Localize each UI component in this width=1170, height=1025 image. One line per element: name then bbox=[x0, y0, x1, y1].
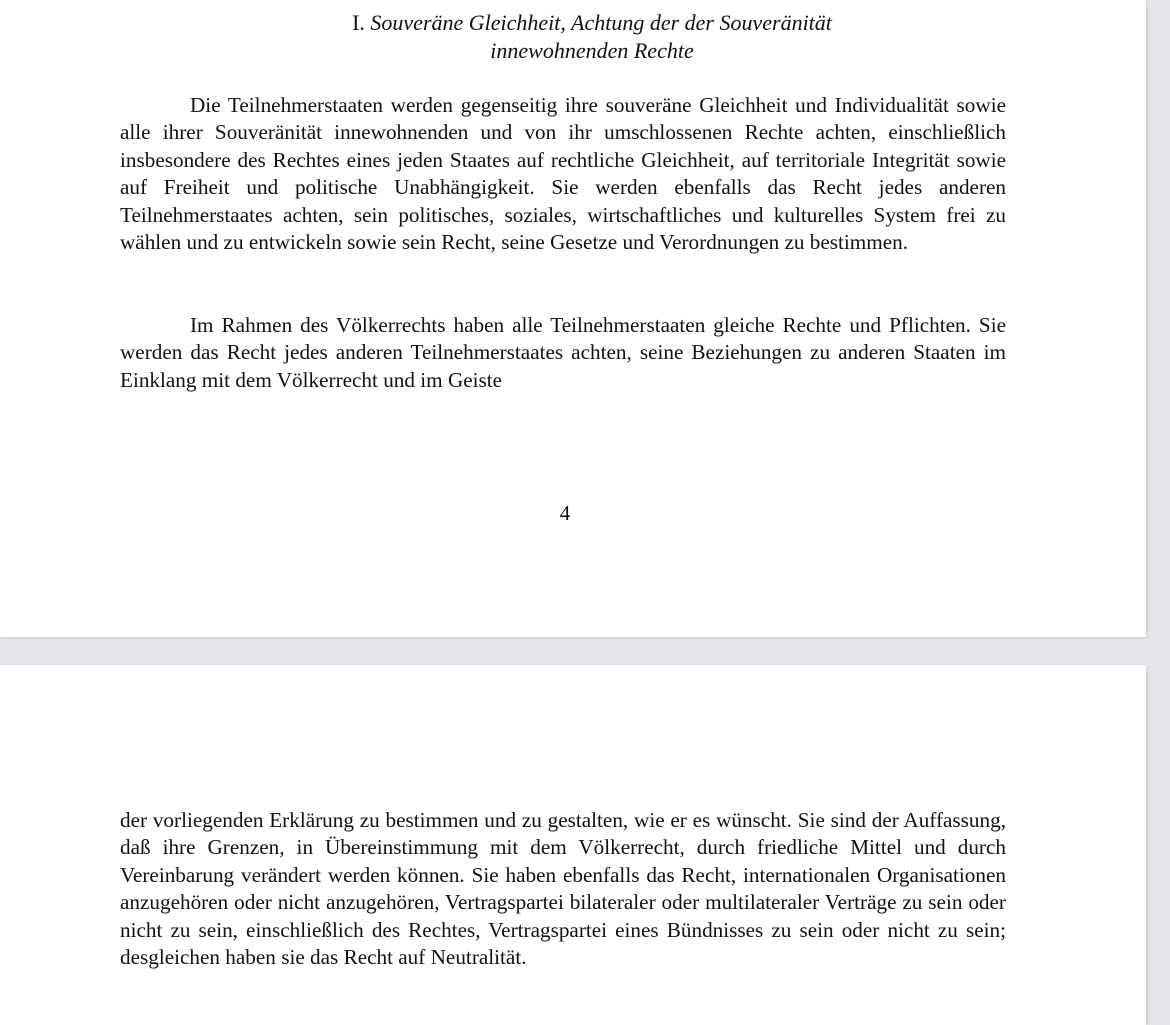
section-heading-line-1 bbox=[0, 9, 1170, 36]
section-title-part-2: innewohnenden Rechte bbox=[490, 38, 694, 63]
section-heading-line-2 bbox=[0, 37, 1170, 64]
section-number: I. bbox=[352, 10, 365, 35]
section-title-part-1: Souveräne Gleichheit, Achtung der der Souveränität bbox=[370, 10, 832, 35]
body-paragraph: Im Rahmen des Völkerrechts haben alle Teilnehmerstaaten gleiche Rechte und Pflichten. Sie werden das Recht jedes anderen Teilnehmerstaates achten, seine Beziehungen zu anderen Staaten im Einklang mit dem Völkerrecht und im Geiste bbox=[120, 313, 1006, 392]
body-paragraph: Die Teilnehmerstaaten werden gegenseitig ihre souveräne Gleichheit und Individualität sowie alle ihrer Souveränität innewohnenden und von ihr umschlossenen Rechte achten, einschließlich insbesondere des Rechtes eines jeden Staates auf rechtliche Gleichheit, auf territoriale Integrität sowie auf Freiheit und politische Unabhängigkeit. Sie werden ebenfalls das Recht jedes anderen Teilnehmerstaates achten, sein politisches, soziales, wirtschaftliches und kulturelles System frei zu wählen und zu entwickeln sowie sein Recht, seine Gesetze und Verordnungen zu bestimmen. bbox=[120, 93, 1006, 255]
document-page-5 bbox=[0, 665, 1146, 1025]
body-paragraph-continued: der vorliegenden Erklärung zu bestimmen und zu gestalten, wie er es wünscht. Sie sind der Auffassung, daß ihre Grenzen, in Übereinstimmung mit dem Völkerrecht, durch friedliche Mittel und durch Vereinbarung verändert werden können. Sie haben ebenfalls das Recht, internationalen Organisationen anzugehören oder nicht anzugehören, Vertragspartei bilateraler oder multilateraler Verträge zu sein oder nicht zu sein, einschließlich des Rechtes, Vertragspartei eines Bündnisses zu sein oder nicht zu sein; desgleichen haben sie das Recht auf Neutralität. bbox=[120, 808, 1006, 970]
page-number: 4 bbox=[559, 501, 571, 525]
